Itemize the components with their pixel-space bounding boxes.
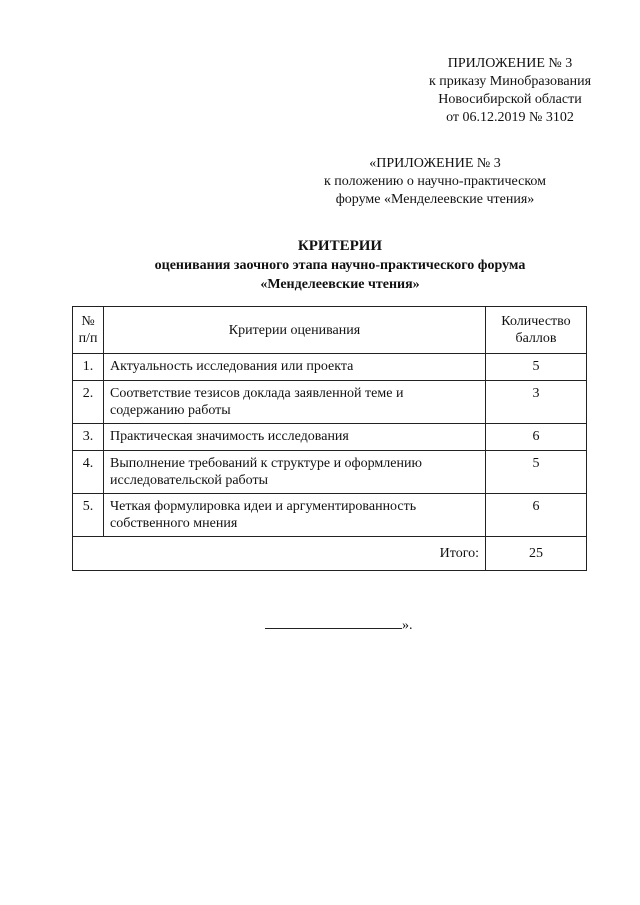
appendix-order-line2: к приказу Минобразования — [428, 74, 592, 89]
row-criterion: Четкая формулировка идеи и аргументированность собственного мнения — [104, 494, 486, 537]
row-criterion: Актуальность исследования или проекта — [104, 354, 486, 381]
table-row — [73, 451, 587, 494]
criteria-table — [72, 306, 587, 571]
table-row — [73, 381, 587, 424]
table-row — [73, 494, 587, 537]
row-criterion: Выполнение требований к структуре и оформлению исследовательской работы — [104, 451, 486, 494]
row-num: 4. — [73, 451, 104, 494]
appendix-regulation-block — [300, 155, 570, 209]
row-points: 6 — [486, 424, 587, 451]
row-criterion: Соответствие тезисов доклада заявленной теме и содержанию работы — [104, 381, 486, 424]
row-points: 5 — [486, 354, 587, 381]
header-points — [486, 307, 587, 354]
table-total-row — [73, 537, 587, 571]
appendix-regulation-line3: форуме «Менделеевские чтения» — [335, 192, 535, 207]
closing-line — [265, 616, 413, 634]
appendix-order-block — [400, 55, 620, 127]
appendix-order-line1: ПРИЛОЖЕНИЕ № 3 — [447, 56, 573, 71]
row-num: 2. — [73, 381, 104, 424]
header-points-line1: Количество — [501, 314, 571, 329]
document-title — [60, 237, 620, 294]
row-num: 5. — [73, 494, 104, 537]
row-num: 3. — [73, 424, 104, 451]
appendix-order-line3: Новосибирской области — [438, 92, 582, 107]
table-row — [73, 424, 587, 451]
total-label: Итого: — [73, 537, 486, 571]
header-num-line2: п/п — [78, 331, 98, 346]
closing-underline — [265, 616, 402, 629]
row-points: 3 — [486, 381, 587, 424]
row-num: 1. — [73, 354, 104, 381]
title-line2: оценивания заочного этапа научно-практического форума — [154, 258, 526, 273]
total-value: 25 — [486, 537, 587, 571]
row-criterion: Практическая значимость исследования — [104, 424, 486, 451]
appendix-regulation-line2: к положению о научно-практическом — [323, 174, 547, 189]
closing-suffix: ». — [402, 618, 413, 633]
header-criteria: Критерии оценивания — [104, 307, 486, 354]
header-num — [73, 307, 104, 354]
title-line3: «Менделеевские чтения» — [260, 277, 420, 292]
appendix-regulation-line1: «ПРИЛОЖЕНИЕ № 3 — [369, 156, 501, 171]
row-points: 6 — [486, 494, 587, 537]
header-num-line1: № — [81, 314, 95, 329]
table-row — [73, 354, 587, 381]
appendix-order-line4: от 06.12.2019 № 3102 — [446, 110, 574, 125]
header-points-line2: баллов — [515, 331, 557, 346]
title-main: КРИТЕРИИ — [297, 238, 383, 254]
row-points: 5 — [486, 451, 587, 494]
table-header-row — [73, 307, 587, 354]
